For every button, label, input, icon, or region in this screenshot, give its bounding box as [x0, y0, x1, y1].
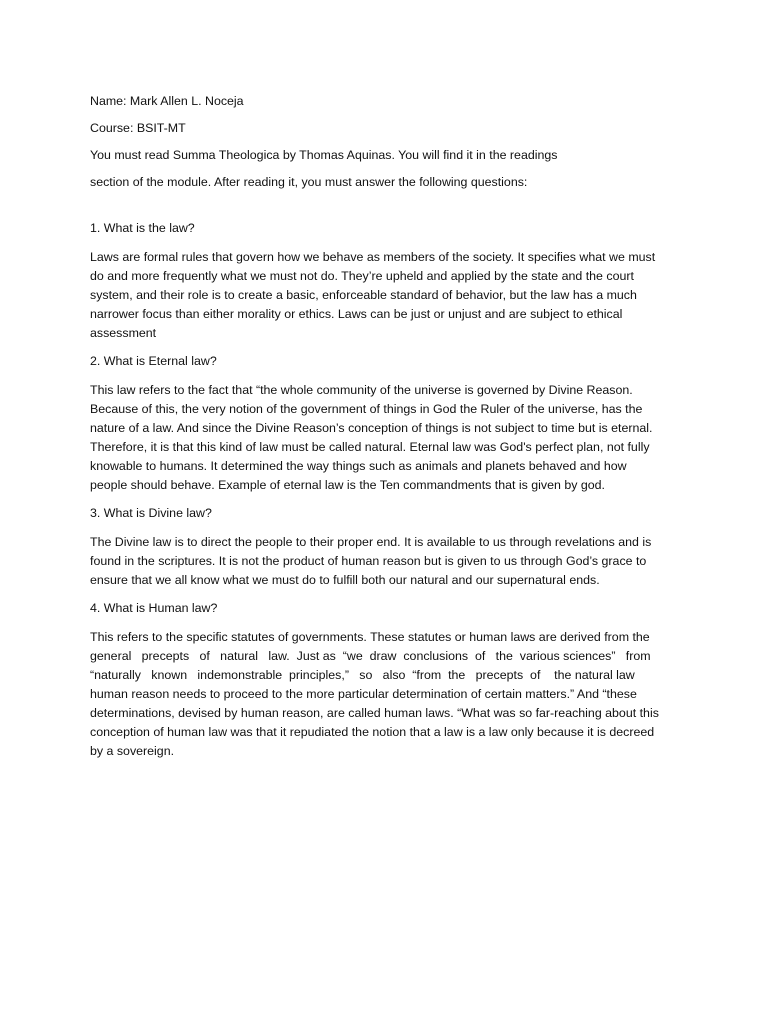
question-2-heading: 2. What is Eternal law? [90, 354, 217, 368]
answer-line: do and more frequently what we must not do. They’re upheld and applied by the state and the court [90, 269, 634, 283]
question-1-heading: 1. What is the law? [90, 221, 195, 235]
spacer [90, 111, 675, 119]
spacer [90, 165, 675, 173]
spacer [90, 371, 675, 381]
answer-line: assessment [90, 326, 157, 340]
spacer [90, 138, 675, 146]
spacer [90, 343, 675, 352]
question-3-heading: 3. What is Divine law? [90, 506, 212, 520]
question-4-heading: 4. What is Human law? [90, 601, 218, 615]
answer-line: human reason needs to proceed to the more particular determination of certain matters.” And “these [90, 687, 637, 701]
course-line: Course: BSIT-MT [90, 121, 186, 135]
instruction-line-2: section of the module. After reading it, you must answer the following questions: [90, 175, 528, 189]
answer-line: conception of human law was that it repudiated the notion that a law is a law only because it is decreed [90, 725, 655, 739]
answer-line: narrower focus than either morality or ethics. Laws can be just or unjust and are subject to ethical [90, 307, 623, 321]
question-4-answer [90, 628, 675, 761]
question-1-answer [90, 248, 675, 343]
spacer [90, 495, 675, 504]
answer-line: found in the scriptures. It is not the product of human reason but is given to us through God’s grace to [90, 554, 647, 568]
answer-line: This refers to the specific statutes of governments. These statutes or human laws are derived from the [90, 630, 650, 644]
answer-line: Laws are formal rules that govern how we behave as members of the society. It specifies what we must [90, 250, 656, 264]
answer-line: people should behave. Example of eternal law is the Ten commandments that is given by god. [90, 478, 605, 492]
question-2-answer [90, 381, 675, 495]
document-page [90, 92, 675, 761]
answer-line: system, and their role is to create a basic, enforceable standard of behavior, but the law has a much [90, 288, 637, 302]
spacer [90, 590, 675, 599]
spacer [90, 192, 675, 219]
answer-line: Because of this, the very notion of the government of things in God the Ruler of the universe, has the [90, 402, 643, 416]
answer-line: This law refers to the fact that “the whole community of the universe is governed by Divine Reason. [90, 383, 633, 397]
student-name: Name: Mark Allen L. Noceja [90, 94, 244, 108]
answer-line: nature of a law. And since the Divine Reason’s conception of things is not subject to time but is eternal. [90, 421, 653, 435]
answer-line: Therefore, it is that this kind of law must be called natural. Eternal law was God's perfect plan, not fully [90, 440, 650, 454]
answer-line: The Divine law is to direct the people to their proper end. It is available to us through revelations and is [90, 535, 652, 549]
answer-line: “naturally known indemonstrable principles,” so also “from the precepts of the natural law [90, 668, 635, 682]
answer-line: by a sovereign. [90, 744, 175, 758]
answer-line: general precepts of natural law. Just as “we draw conclusions of the various sciences” from [90, 649, 651, 663]
spacer [90, 523, 675, 533]
instruction-line-1: You must read Summa Theologica by Thomas Aquinas. You will find it in the readings [90, 148, 558, 162]
spacer [90, 618, 675, 628]
answer-line: knowable to humans. It determined the way things such as animals and planets behaved and how [90, 459, 627, 473]
question-3-answer [90, 533, 675, 590]
answer-line: determinations, devised by human reason, are called human laws. “What was so far-reaching about this [90, 706, 659, 720]
spacer [90, 238, 675, 248]
answer-line: ensure that we all know what we must do to fulfill both our natural and our supernatural ends. [90, 573, 600, 587]
